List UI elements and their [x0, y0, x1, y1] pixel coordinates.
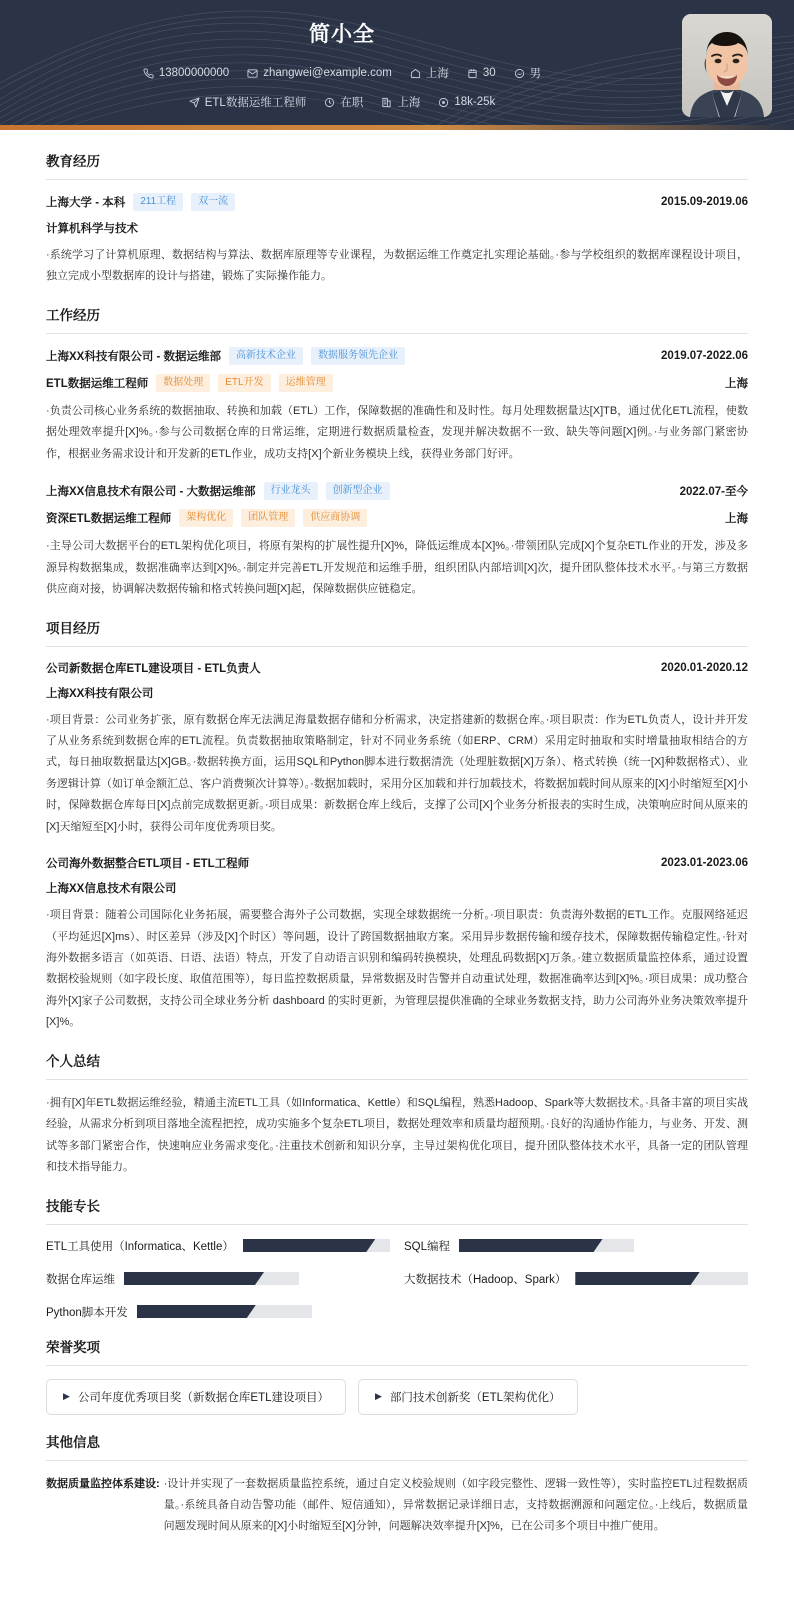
section-title-awards: 荣誉奖项 — [46, 1336, 748, 1366]
award-chip — [358, 1379, 578, 1415]
work-company-line — [46, 347, 748, 365]
section-work — [46, 304, 748, 601]
triangle-right-icon: ▶ — [63, 1391, 70, 1401]
project-company: 上海XX科技有限公司 — [46, 687, 154, 700]
education-tag: 双一流 — [191, 193, 235, 211]
triangle-right-icon: ▶ — [375, 1391, 382, 1401]
contact-age-value: 30 — [482, 67, 496, 79]
other-info-value: ·设计并实现了一套数据质量监控系统，通过自定义校验规则（如字段完整性、逻辑一致性等），实时监控ETL过程数据质量。·系统具备自动告警功能（邮件、短信通知），异常数据记录详细日志，支持数据溯源和问题定位。·上线后，数据质量问题发现时间从原来的[X]小时缩短至[X]分钟，问题解决效率提升[X]%，已在公司多个项目中推广使用。 — [163, 1477, 748, 1533]
work-location: 上海 — [725, 377, 748, 390]
contact-gender — [514, 65, 542, 81]
work-role: ETL数据运维工程师 — [46, 377, 149, 390]
work-role-tag: 供应商协调 — [303, 509, 367, 527]
work-location: 上海 — [725, 513, 748, 526]
work-role: 资深ETL数据运维工程师 — [46, 513, 172, 526]
education-date: 2015.09-2019.06 — [661, 196, 748, 208]
job-location-meta — [381, 94, 420, 110]
education-header-line — [46, 193, 748, 211]
avatar — [682, 14, 772, 117]
job-meta-row — [24, 94, 770, 110]
home-icon — [410, 68, 421, 79]
resume-body — [0, 130, 794, 1564]
skill-progress-fill — [243, 1239, 375, 1252]
award-label: 部门技术创新奖（ETL架构优化） — [389, 1391, 561, 1404]
skill-progress-fill — [124, 1272, 264, 1285]
project-description: ·项目背景：公司业务扩张，原有数据仓库无法满足海量数据存储和分析需求，决定搭建新的数据仓库。·项目职责：作为ETL负责人，设计并开发了从业务系统到数据仓库的ETL流程。负责数据抽取策略制定，针对不同业务系统（如ERP、CRM）采用定时抽取和实时增量抽取相结合的方式，每日抽取数据量达[X]GB。·数据转换方面，运用SQL和Python脚本进行数据清洗（处理脏数据[X]万条）、格式转换（统一[X]种数据格式）、业务逻辑计算（如订单金额汇总、客户消费频次计算等）。·数据加载时，采用分区加载和并行加载技术，将数据加载时间从原来的[X]小时缩短至[X]小时，保障数据仓库每日[X]点前完成数据更新。·项目成果：新数据仓库上线后，支撑了公司[X]个业务分析报表的实时生成，决策响应时间从原来的[X]天缩短至[X]小时，获得公司年度优秀项目奖。 — [46, 713, 748, 833]
education-school: 上海大学 - 本科 — [46, 197, 126, 209]
skill-item — [46, 1238, 390, 1254]
skill-progress-track — [575, 1272, 748, 1285]
skill-label: ETL工具使用（Informatica、Kettle） — [46, 1240, 234, 1253]
skill-label: 数据仓库运维 — [46, 1273, 115, 1286]
project-name: 公司海外数据整合ETL项目 - ETL工程师 — [46, 858, 250, 871]
clock-icon — [324, 97, 335, 108]
summary-text: ·拥有[X]年ETL数据运维经验，精通主流ETL工具（如Informatica、Kettle）和SQL编程，熟悉Hadoop、Spark等大数据技术。·具备丰富的项目实战经验，从需求分析到项目落地全流程把控，成功实施多个复杂ETL项目，数据处理效率和质量均超预期。·良好的沟通协作能力，与业务、开发、测试等多部门紧密合作，快速响应业务需求变化。·注重技术创新和知识分享，主导过架构优化项目，提升团队整体技术水平，具备一定的团队管理和技术指导能力。 — [46, 1096, 748, 1174]
section-title-skills: 技能专长 — [46, 1195, 748, 1225]
work-description: ·负责公司核心业务系统的数据抽取、转换和加载（ETL）工作，保障数据的准确性和及时性。每月处理数据量达[X]TB，通过优化ETL流程，使数据处理效率提升[X]%。·参与公司数据仓库的日常运维，定期进行数据质量检查，发现并解决数据不一致、缺失等问题[X]例。·与业务部门紧密协作，根据业务需求设计和开发新的ETL作业，成功支持[X]个新业务模块上线，获得业务部门好评。 — [46, 404, 748, 460]
work-company: 上海XX科技有限公司 - 数据运维部 — [46, 350, 222, 363]
job-title-value: ETL数据运维工程师 — [204, 97, 307, 109]
contact-phone — [143, 67, 229, 79]
award-chip — [46, 1379, 346, 1415]
section-title-work: 工作经历 — [46, 304, 748, 334]
skill-item — [404, 1271, 748, 1287]
contact-gender-value: 男 — [529, 68, 542, 80]
work-company-tag: 创新型企业 — [326, 482, 390, 500]
skills-grid — [46, 1238, 748, 1320]
project-date: 2020.01-2020.12 — [661, 661, 748, 674]
work-date: 2022.07-至今 — [679, 486, 748, 499]
education-description: ·系统学习了计算机原理、数据结构与算法、数据库原理等专业课程，为数据运维工作奠定扎实理论基础。·参与学校组织的数据库课程设计项目，独立完成小型数据库的设计与搭建，锻炼了实际操作能力。 — [46, 249, 748, 283]
job-title-meta — [189, 94, 307, 110]
education-tag: 211工程 — [133, 193, 183, 211]
header-accent-bar — [0, 125, 794, 130]
section-skills — [46, 1195, 748, 1320]
project-entry — [46, 660, 748, 839]
skill-progress-track — [137, 1305, 312, 1318]
paper-plane-icon — [189, 97, 200, 108]
resume-header — [0, 0, 794, 130]
project-name: 公司新数据仓库ETL建设项目 - ETL负责人 — [46, 662, 261, 675]
contact-city-value: 上海 — [425, 68, 449, 80]
skill-progress-fill — [575, 1272, 699, 1285]
contact-email-value: zhangwei@example.com — [263, 67, 392, 79]
skill-item — [404, 1238, 748, 1254]
contact-city — [410, 65, 449, 81]
education-entry — [46, 193, 748, 288]
skill-progress-track — [243, 1239, 390, 1252]
contact-email — [247, 67, 392, 79]
contact-phone-value: 13800000000 — [158, 67, 230, 79]
award-label: 公司年度优秀项目奖（新数据仓库ETL建设项目） — [77, 1391, 330, 1404]
job-location-value: 上海 — [397, 97, 421, 109]
section-awards — [46, 1336, 748, 1415]
page-title: 简小全 — [309, 23, 375, 46]
section-title-education: 教育经历 — [46, 150, 748, 180]
work-role-tag: ETL开发 — [218, 374, 270, 392]
envelope-icon — [247, 68, 258, 79]
skill-label: 大数据技术（Hadoop、Spark） — [404, 1273, 567, 1286]
skill-label: Python脚本开发 — [46, 1306, 128, 1319]
calendar-icon — [467, 68, 478, 79]
work-role-tag: 运维管理 — [279, 374, 333, 392]
section-summary — [46, 1050, 748, 1179]
phone-icon — [143, 68, 154, 79]
skill-progress-fill — [459, 1239, 603, 1252]
job-status-meta — [324, 94, 363, 110]
work-company-tag: 高新技术企业 — [229, 347, 303, 365]
skill-label: SQL编程 — [404, 1240, 451, 1253]
work-company-tag: 行业龙头 — [264, 482, 318, 500]
education-major: 计算机科学与技术 — [46, 223, 138, 235]
skill-progress-track — [124, 1272, 299, 1285]
project-entry — [46, 855, 748, 1034]
work-role-tag: 团队管理 — [241, 509, 295, 527]
work-description: ·主导公司大数据平台的ETL架构优化项目，将原有架构的扩展性提升[X]%，降低运维成本[X]%。·带领团队完成[X]个复杂ETL作业的开发，涉及多源异构数据集成，数据准确率达到[X]%。·制定并完善ETL开发规范和运维手册，组织团队内部培训[X]次，提升团队整体技术水平。·与第三方数据供应商对接，协调解决数据传输和格式转换问题[X]起，保障数据供应链稳定。 — [46, 540, 748, 596]
work-role-tag: 架构优化 — [179, 509, 233, 527]
other-info-key: 数据质量监控体系建设: — [46, 1477, 160, 1490]
contact-age — [467, 67, 496, 79]
contact-row — [24, 65, 770, 81]
target-icon — [438, 97, 449, 108]
work-role-tag: 数据处理 — [156, 374, 210, 392]
work-entry — [46, 347, 748, 465]
section-projects — [46, 617, 748, 1034]
project-company: 上海XX信息技术有限公司 — [46, 883, 177, 896]
section-title-projects: 项目经历 — [46, 617, 748, 647]
work-role-line — [46, 374, 748, 392]
awards-list — [46, 1379, 748, 1415]
project-date: 2023.01-2023.06 — [661, 857, 748, 870]
work-entry — [46, 482, 748, 600]
job-salary-value: 18k-25k — [454, 96, 496, 108]
work-date: 2019.07-2022.06 — [661, 349, 748, 362]
section-education — [46, 150, 748, 288]
project-header-line — [46, 855, 748, 871]
other-info-row — [46, 1474, 748, 1538]
job-status-value: 在职 — [340, 97, 364, 109]
avatar-photo — [682, 14, 772, 117]
section-other-info — [46, 1431, 748, 1538]
project-header-line — [46, 660, 748, 676]
section-title-summary: 个人总结 — [46, 1050, 748, 1080]
work-company-tag: 数据服务领先企业 — [311, 347, 405, 365]
building-icon — [381, 97, 392, 108]
work-company-line — [46, 482, 748, 500]
work-role-line — [46, 509, 748, 527]
gender-icon — [514, 68, 525, 79]
work-company: 上海XX信息技术有限公司 - 大数据运维部 — [46, 486, 256, 499]
project-description: ·项目背景：随着公司国际化业务拓展，需要整合海外子公司数据，实现全球数据统一分析。·项目职责：负责海外数据的ETL工作。克服网络延迟（平均延迟[X]ms）、时区差异（涉及[X]个时区）等问题，设计了跨国数据抽取方案。采用异步数据传输和缓存技术，保障数据传输稳定性。·针对海外数据多语言（如英语、日语、法语）特点，开发了自动语言识别和编码转换模块，处理乱码数据[X]万条。·建立数据质量监控体系，通过设置数据校验规则（如字段长度、取值范围等），每日监控数据质量，异常数据及时告警并自动重试处理，数据准确率达到[X]%。·项目成果：成功整合海外[X]家子公司数据，支持公司全球业务分析 dashboard 的实时更新，为管理层提供准确的全球业务数据支持，助力公司海外业务决策效率提升[X]%。 — [46, 909, 748, 1029]
section-title-other-info: 其他信息 — [46, 1431, 748, 1461]
skill-progress-fill — [137, 1305, 256, 1318]
skill-item — [46, 1271, 390, 1287]
job-salary-meta — [438, 96, 495, 108]
skill-item — [46, 1304, 390, 1320]
skill-progress-track — [459, 1239, 634, 1252]
